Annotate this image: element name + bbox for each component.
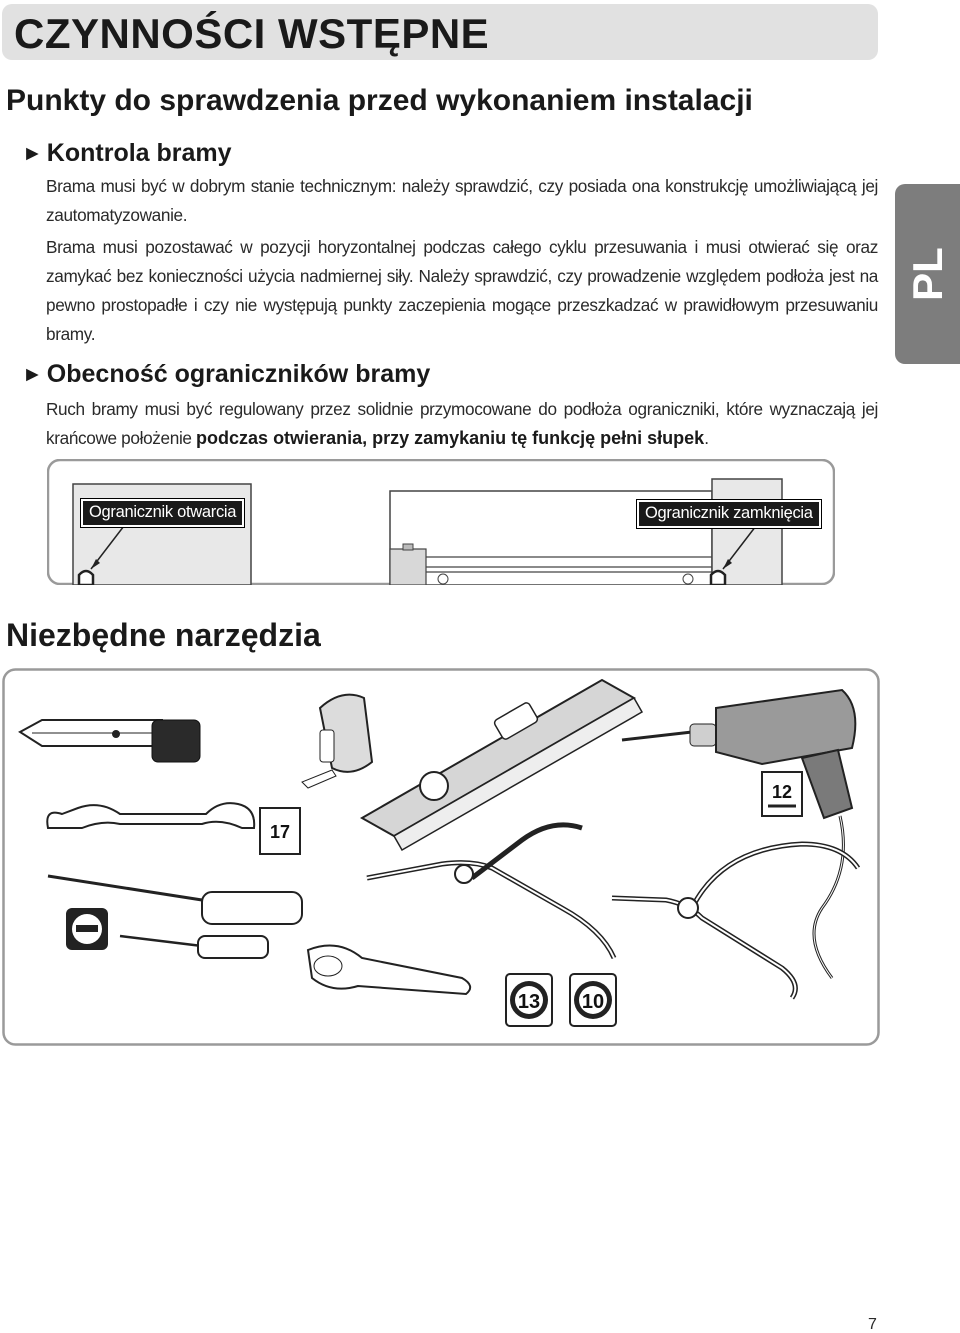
page-number: 7 — [868, 1316, 877, 1333]
tools-drawing — [2, 668, 880, 1046]
paragraph-gate-movement: Brama musi pozostawać w pozycji horyzontalnej podczas całego cyklu przesuwania i musi otwierać się oraz zamykać bez konieczności użycia nadmiernej siły. Należy sprawdzić, czy prowadzenie względem podłoża jest na pewno prostopadłe i czy nie występują punkty zaczepienia mogące przeszkadzać w prawidłowym przesuwaniu bramy. — [46, 237, 878, 344]
triangle-bullet-icon: ► — [22, 142, 43, 165]
socket-13-size: 13 — [517, 991, 541, 1013]
paragraph-gate-stops — [46, 395, 878, 453]
label-opening-stop-text: Ogranicznik otwarcia — [83, 501, 242, 525]
label-closing-stop — [637, 500, 821, 528]
heading-gate-check-text: Kontrola bramy — [46, 139, 232, 167]
socket-10-icon — [570, 974, 616, 1026]
heading-gate-stops-text: Obecność ograniczników bramy — [46, 360, 431, 388]
language-label: PL — [903, 247, 951, 301]
stops-text-end: . — [704, 428, 709, 448]
wrench-size: 17 — [269, 822, 291, 842]
page-title: CZYNNOŚCI WSTĘPNE — [14, 10, 490, 57]
gate-stops-diagram — [47, 459, 835, 585]
section-subtitle: Punkty do sprawdzenia przed wykonaniem instalacji — [6, 84, 753, 117]
paragraph-gate-condition: Brama musi być w dobrym stanie technicznym: należy sprawdzić, czy posiada ona konstrukcję umożliwiającą jej zautomatyzowanie. — [46, 176, 878, 225]
label-closing-stop-text: Ogranicznik zamknięcia — [639, 502, 819, 526]
triangle-bullet-icon: ► — [22, 363, 43, 386]
language-tab — [895, 184, 960, 364]
socket-10-size: 10 — [581, 991, 605, 1013]
tools-title: Niezbędne narzędzia — [6, 617, 321, 653]
drill-bit-size: 12 — [771, 782, 793, 802]
stops-text: Ruch bramy musi być regulowany przez solidnie przymocowane do podłoża ograniczniki, które wyznaczają jej krańcowe położenie — [46, 399, 878, 448]
stops-text-bold: podczas otwierania, przy zamykaniu tę funkcję pełni słupek — [196, 428, 705, 448]
socket-13-icon — [506, 974, 552, 1026]
label-opening-stop — [81, 499, 244, 527]
tools-illustration — [2, 668, 880, 1046]
title-bar — [2, 4, 878, 60]
heading-gate-stops — [22, 360, 430, 389]
heading-gate-check — [22, 139, 232, 168]
